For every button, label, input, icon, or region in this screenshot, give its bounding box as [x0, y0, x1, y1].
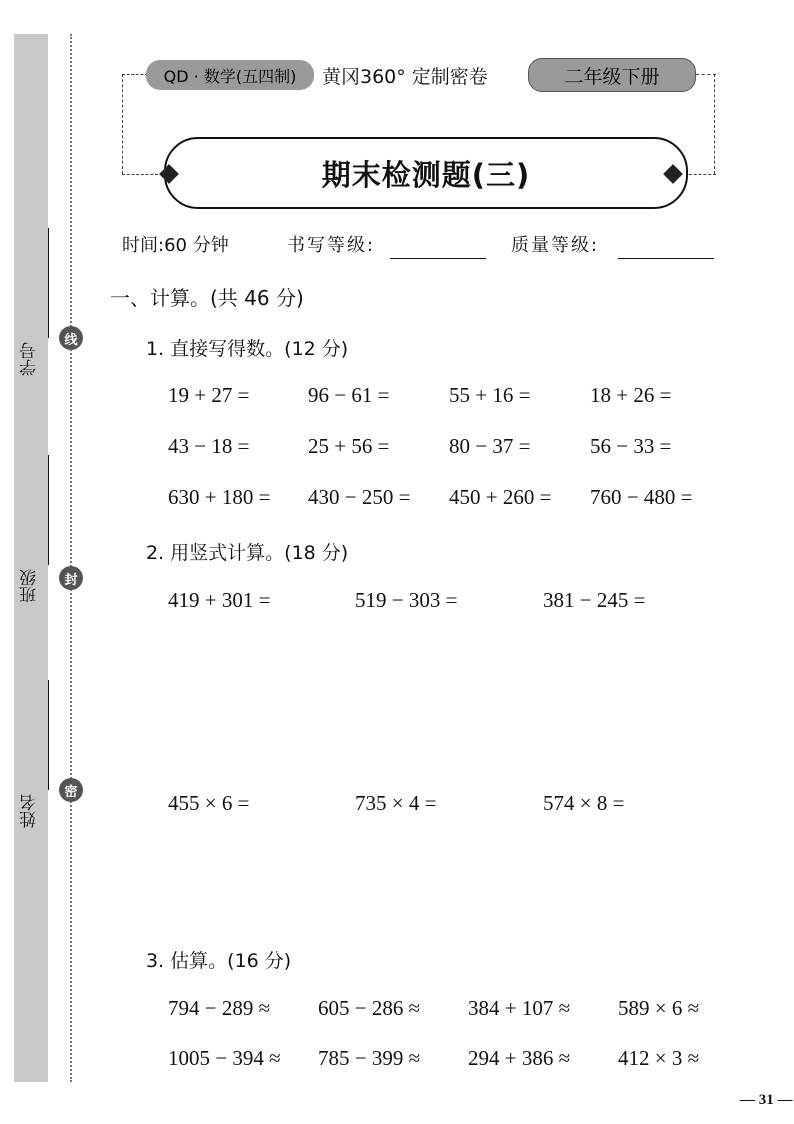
header-dash-right-bottom — [684, 174, 716, 175]
student-id-line — [48, 228, 49, 338]
q1-item[interactable]: 56 − 33 = — [590, 434, 672, 458]
q3-item[interactable]: 785 − 399 ≈ — [318, 1046, 421, 1070]
q1-item[interactable]: 96 − 61 = — [308, 383, 390, 407]
q1-item[interactable]: 43 − 18 = — [168, 434, 250, 458]
q3-item[interactable]: 589 × 6 ≈ — [618, 996, 700, 1020]
q1-item[interactable]: 630 + 180 = — [168, 485, 271, 509]
q2-item[interactable]: 381 − 245 = — [543, 588, 646, 612]
question-3-label: 3. 估算。(16 分) — [146, 950, 292, 972]
name-label: 姓名 — [20, 794, 40, 828]
q1-item[interactable]: 19 + 27 = — [168, 383, 250, 407]
page-number: — 31 — — [740, 1092, 793, 1108]
q2-item[interactable]: 455 × 6 = — [168, 791, 250, 815]
series-tag: QD · 数学(五四制) — [146, 60, 314, 90]
q2-item[interactable]: 419 + 301 = — [168, 588, 271, 612]
seal-mark-seal: 封 — [59, 566, 83, 590]
header-dash-left-bottom — [122, 174, 158, 175]
seal-mark-secret: 密 — [59, 778, 83, 802]
question-2-label: 2. 用竖式计算。(18 分) — [146, 542, 349, 564]
q1-item[interactable]: 760 − 480 = — [590, 485, 693, 509]
q3-item[interactable]: 605 − 286 ≈ — [318, 996, 421, 1020]
class-line — [48, 455, 49, 565]
header-dash-left-top — [122, 74, 148, 75]
q2-item[interactable]: 519 − 303 = — [355, 588, 458, 612]
q3-item[interactable]: 294 + 386 ≈ — [468, 1046, 571, 1070]
q1-item[interactable]: 450 + 260 = — [449, 485, 552, 509]
brand-text: 黄冈360° 定制密卷 — [322, 66, 488, 88]
q1-item[interactable]: 25 + 56 = — [308, 434, 390, 458]
class-field[interactable] — [14, 455, 48, 615]
writing-grade-label: 书写等级: — [287, 235, 376, 256]
seal-dotted-line — [70, 34, 72, 1082]
student-id-field[interactable] — [14, 228, 48, 388]
q3-item[interactable]: 794 − 289 ≈ — [168, 996, 271, 1020]
q2-item[interactable]: 574 × 8 = — [543, 791, 625, 815]
writing-grade-blank[interactable] — [390, 238, 486, 259]
quality-grade-blank[interactable] — [618, 238, 714, 259]
q2-item[interactable]: 735 × 4 = — [355, 791, 437, 815]
q1-item[interactable]: 80 − 37 = — [449, 434, 531, 458]
seal-mark-line: 线 — [59, 326, 83, 350]
section-heading: 一、计算。(共 46 分) — [110, 286, 304, 310]
grade-tag: 二年级下册 — [528, 58, 696, 92]
student-id-label: 学号 — [20, 342, 40, 376]
header-dash-left-vertical — [122, 74, 123, 174]
page-title: 期末检测题(三) — [321, 157, 531, 192]
class-label: 班级 — [20, 569, 40, 603]
q3-item[interactable]: 1005 − 394 ≈ — [168, 1046, 281, 1070]
header-dash-right-top — [696, 74, 716, 75]
q3-item[interactable]: 412 × 3 ≈ — [618, 1046, 700, 1070]
q1-item[interactable]: 55 + 16 = — [449, 383, 531, 407]
question-1-label: 1. 直接写得数。(12 分) — [146, 338, 349, 360]
q1-item[interactable]: 430 − 250 = — [308, 485, 411, 509]
q3-item[interactable]: 384 + 107 ≈ — [468, 996, 571, 1020]
quality-grade-label: 质量等级: — [511, 235, 600, 256]
time-label: 时间:60 分钟 — [122, 235, 229, 256]
name-line — [48, 680, 49, 790]
name-field[interactable] — [14, 680, 48, 840]
header-dash-right-vertical — [714, 74, 715, 174]
q1-item[interactable]: 18 + 26 = — [590, 383, 672, 407]
